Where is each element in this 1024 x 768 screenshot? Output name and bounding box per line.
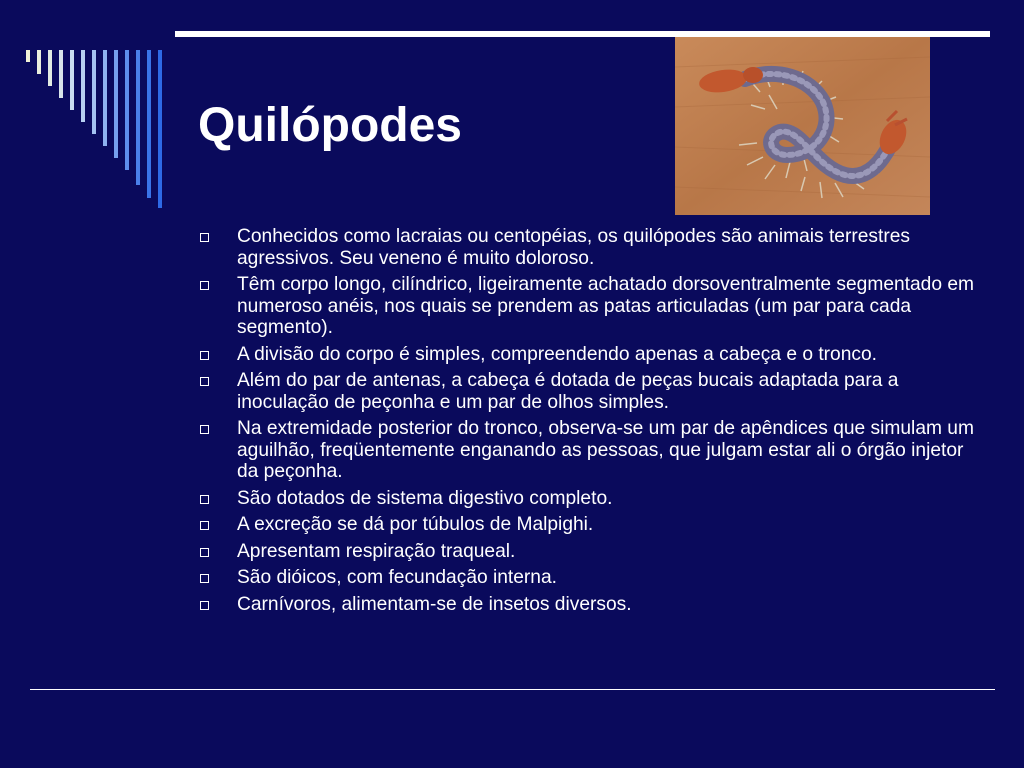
bullet-text: Na extremidade posterior do tronco, observa-se um par de apêndices que simulam um aguilhão, freqüentemente enganando as pessoas, que julgam estar ali o órgão injetor da peçonha.: [237, 418, 974, 482]
list-item: [198, 488, 978, 510]
decor-bar: [26, 50, 30, 62]
hollow-square-bullet-icon: [200, 233, 209, 242]
bullet-text: São dióicos, com fecundação interna.: [237, 567, 557, 588]
hollow-square-bullet-icon: [200, 548, 209, 557]
list-item: [198, 418, 978, 483]
bullet-text: A divisão do corpo é simples, compreendendo apenas a cabeça e o tronco.: [237, 343, 877, 365]
decor-bar: [70, 50, 74, 110]
decor-bar: [147, 50, 151, 198]
hollow-square-bullet-icon: [200, 521, 209, 530]
hollow-square-bullet-icon: [200, 281, 209, 290]
decor-bar: [81, 50, 85, 122]
bullet-text: Além do par de antenas, a cabeça é dotada de peças bucais adaptada para a inoculação de peçonha e um par de olhos simples.: [237, 370, 899, 413]
bullet-text: A excreção se dá por túbulos de Malpighi.: [237, 514, 594, 535]
decor-bar: [92, 50, 96, 134]
decor-bar: [125, 50, 129, 170]
hollow-square-bullet-icon: [200, 574, 209, 583]
list-item: [198, 274, 978, 339]
decor-bar: [59, 50, 63, 98]
list-item: [198, 594, 978, 616]
bullet-list: [198, 226, 978, 620]
list-item: [198, 514, 978, 536]
list-item: [198, 567, 978, 589]
bullet-text: São dotados de sistema digestivo completo.: [237, 487, 613, 509]
hollow-square-bullet-icon: [200, 425, 209, 434]
hollow-square-bullet-icon: [200, 377, 209, 386]
list-item: [198, 541, 978, 563]
bullet-text: Têm corpo longo, cilíndrico, ligeiramente achatado dorsoventralmente segmentado em numeroso anéis, nos quais se prendem as patas articuladas (um par para cada segmento).: [237, 274, 974, 338]
hollow-square-bullet-icon: [200, 601, 209, 610]
decor-bar: [48, 50, 52, 86]
bullet-text: Carnívoros, alimentam-se de insetos diversos.: [237, 593, 632, 615]
decor-bar: [158, 50, 162, 208]
hollow-square-bullet-icon: [200, 495, 209, 504]
centipede-photo: [675, 37, 930, 215]
decor-bar: [103, 50, 107, 146]
list-item: [198, 370, 978, 413]
decor-bar: [37, 50, 41, 74]
bullet-text: Apresentam respiração traqueal.: [237, 540, 516, 562]
bullet-text: Conhecidos como lacraias ou centopéias, os quilópodes são animais terrestres agressivos. Seu veneno é muito doloroso.: [237, 226, 910, 269]
list-item: [198, 226, 978, 269]
slide-title: Quilópodes: [198, 99, 462, 152]
list-item: [198, 344, 978, 366]
decor-bar: [114, 50, 118, 158]
hollow-square-bullet-icon: [200, 351, 209, 360]
decorative-bars: [26, 50, 166, 210]
decor-bar: [136, 50, 140, 185]
bottom-rule: [30, 689, 995, 690]
